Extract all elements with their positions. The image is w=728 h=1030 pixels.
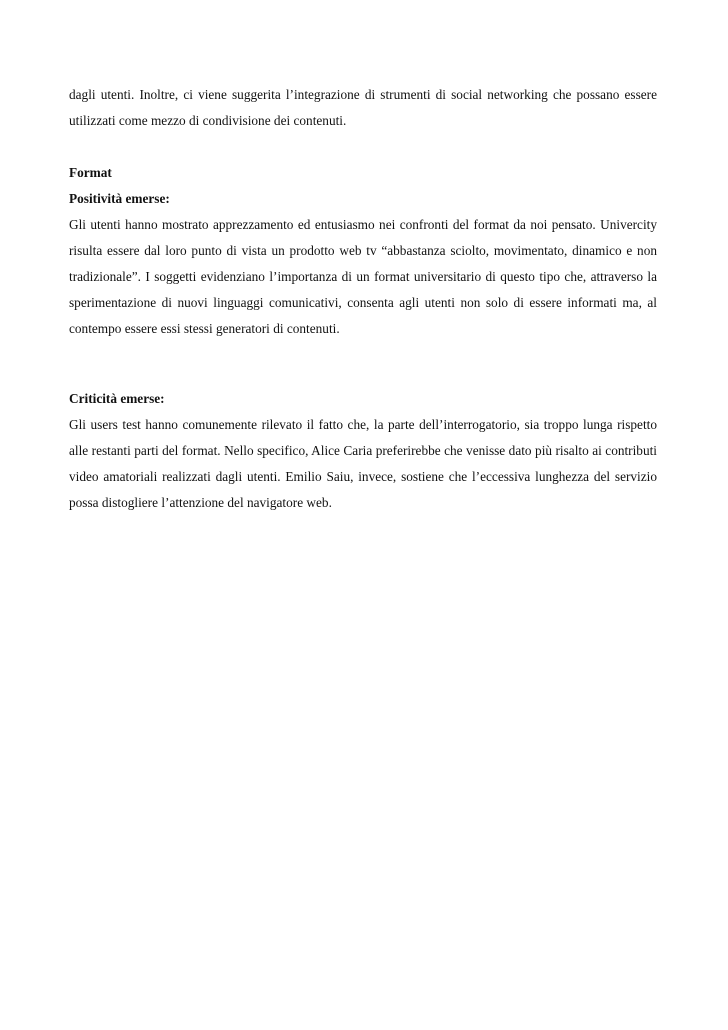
intro-paragraph: dagli utenti. Inoltre, ci viene suggerita l’integrazione di strumenti di social networking che possano essere utilizzati come mezzo di condivisione dei contenuti.: [69, 87, 657, 128]
intro-section: [69, 82, 657, 134]
criticita-heading: Criticità emerse:: [69, 391, 165, 406]
criticita-paragraph: Gli users test hanno comunemente rilevato il fatto che, la parte dell’interrogatorio, sia troppo lunga rispetto alle restanti parti del format. Nello specifico, Alice Caria preferirebbe che venisse dato più risalto ai contributi video amatoriali realizzati dagli utenti. Emilio Saiu, invece, sostiene che l’eccessiva lunghezza del servizio possa distogliere l’attenzione del navigatore web.: [69, 417, 657, 510]
format-section: [69, 160, 657, 342]
criticita-section: [69, 386, 657, 516]
format-heading: Format: [69, 165, 112, 180]
positivita-heading: Positività emerse:: [69, 191, 170, 206]
positivita-paragraph: Gli utenti hanno mostrato apprezzamento ed entusiasmo nei confronti del format da noi pensato. Univercity risulta essere dal loro punto di vista un prodotto web tv “abbastanza sciolto, movimentato, dinamico e non tradizionale”. I soggetti evidenziano l’importanza di un format universitario di questo tipo che, attraverso la sperimentazione di nuovi linguaggi comunicativi, consenta agli utenti non solo di essere informati ma, al contempo essere essi stessi generatori di contenuti.: [69, 217, 657, 336]
